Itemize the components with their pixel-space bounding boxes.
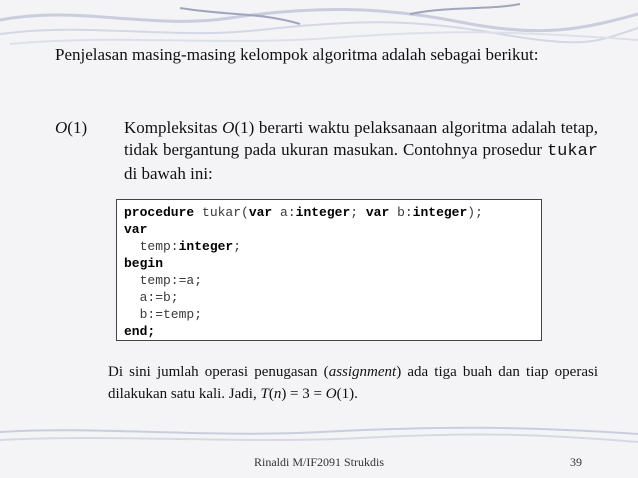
- note-n: n: [273, 386, 282, 402]
- o1-label: [55, 117, 87, 139]
- note-4: (1).: [336, 386, 358, 402]
- code-kw: integer: [295, 205, 351, 220]
- code-kw: procedure: [124, 205, 195, 220]
- note-1: Di sini jumlah operasi penugasan (: [108, 364, 329, 380]
- intro-text: Penjelasan masing-masing kelompok algoritma adalah sebagai berikut:: [55, 45, 539, 64]
- footer-credit: Rinaldi M/IF2091 Strukdis: [253, 455, 384, 469]
- code-line-3: [124, 238, 541, 255]
- footer: [0, 455, 638, 471]
- code-text: temp:: [124, 239, 179, 254]
- o1-body-2: (1) berarti waktu pelaksanaan algoritma adalah tetap, tidak bergantung pada ukuran masukan. Contohnya prosedur: [124, 118, 598, 159]
- code-kw: begin: [124, 256, 164, 271]
- code-kw: integer: [178, 239, 234, 254]
- code-line-1: [124, 204, 541, 221]
- code-text: b:: [389, 205, 413, 220]
- code-line-6: a:=b;: [124, 290, 179, 305]
- note-O: O: [325, 386, 337, 402]
- o1-body-code: tukar: [546, 142, 598, 161]
- code-text: tukar(: [194, 205, 249, 220]
- o1-label-o: O: [55, 118, 68, 137]
- note-2: ) ada tiga buah dan tiap operasi dilakukan satu kali. Jadi,: [108, 364, 598, 402]
- top-decoration: [0, 0, 638, 48]
- note-T: T: [260, 386, 269, 402]
- o1-label-arg: (1): [67, 118, 88, 137]
- code-kw: var: [365, 205, 390, 220]
- code-line-5: temp:=a;: [124, 273, 203, 288]
- o1-body-3: di bawah ini:: [124, 164, 213, 183]
- o1-body-1: Kompleksitas: [124, 118, 223, 137]
- code-line-4: [124, 255, 541, 272]
- code-kw: var: [124, 222, 148, 237]
- code-box: [116, 199, 542, 341]
- bottom-decoration: [0, 424, 638, 446]
- note-paren: (: [268, 386, 274, 402]
- o1-description: [124, 117, 598, 185]
- code-text: ;: [147, 324, 156, 339]
- code-line-8: [124, 323, 541, 340]
- code-text: );: [467, 205, 483, 220]
- code-line-2: [124, 221, 541, 238]
- code-kw: integer: [412, 205, 468, 220]
- code-kw: var: [248, 205, 273, 220]
- code-line-7: b:=temp;: [124, 307, 203, 322]
- page-number: 39: [570, 455, 582, 469]
- note-assignment: assignment: [328, 364, 397, 380]
- note-text: [108, 361, 598, 405]
- o1-body-o: O: [222, 118, 235, 137]
- code-text: a:: [272, 205, 296, 220]
- code-text: ;: [350, 205, 366, 220]
- code-kw: end: [124, 324, 148, 339]
- code-text: ;: [233, 239, 242, 254]
- note-3: ) = 3 =: [281, 386, 326, 402]
